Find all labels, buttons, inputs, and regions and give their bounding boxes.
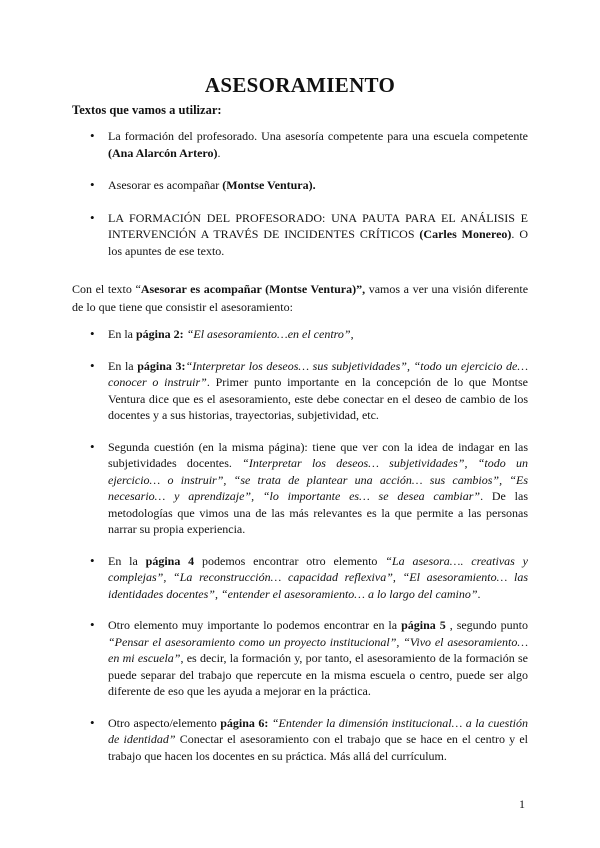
list-item: • En la página 3:“Interpretar los deseos… sus subjetividades”, “todo un ejercicio de…conocer o instruir”. Primer punto importante en la concepción de lo que Montse Ventura dice que es el asesoramiento, este debe conectar en el deseo de cambio de los docentes y a sus historias, trayectorias, subjetividad, etc.: [108, 358, 528, 424]
points-list: [108, 326, 528, 779]
document-title: ASESORAMIENTO: [204, 73, 396, 97]
list-item: • Segunda cuestión (en la misma página): tiene que ver con la idea de indagar en las subjetividades docentes. “Interpretar los deseos… subjetividades”, “todo un ejercicio… o instruir”, “se trata de plantear una acción… sus cambios”, “Es necesario… y aprendizaje”, “lo importante es… se desea cambiar”. De las metodologías que vimos una de las más relevantes es la que permite a las personas narrar su propia experiencia.: [108, 439, 528, 538]
list-item: • Otro elemento muy importante lo podemos encontrar en la página 5 , segundo punto “Pensar el asesoramiento como un proyecto institucional”, “Vivo el asesoramiento… en mi escuela”, es decir, la formación y, por tanto, el asesoramiento de la formación se puede separar del trabajo que repercute en la misma escuela o centro, puede ser algo diferente de eso que les ayuda a mejorar en la práctica.: [108, 617, 528, 700]
list-item: • Otro aspecto/elemento página 6: “Entender la dimensión institucional… a la cuestión de identidad” Conectar el asesoramiento con el trabajo que se hace en el centro y el trabajo que hacen los docentes en su práctica. Más allá del currículum.: [108, 715, 528, 765]
list-item: • En la página 4 podemos encontrar otro elemento “La asesora…. creativas y complejas”, “La reconstrucción… capacidad reflexiva”, “El asesoramiento… las identidades docentes”, “entender el asesoramiento… a lo largo del camino”.: [108, 553, 528, 603]
list-item: • En la página 2: “El asesoramiento…en el centro”,: [108, 326, 528, 343]
list-item: • LA FORMACIÓN DEL PROFESORADO: UNA PAUTA PARA EL ANÁLISIS E INTERVENCIÓN A TRAVÉS DE INCIDENTES CRÍTICOS (Carles Monereo). O los apuntes de ese texto.: [108, 210, 528, 260]
list-item: • La formación del profesorado. Una asesoría competente para una escuela competente (Ana Alarcón Artero).: [108, 128, 528, 161]
intro-paragraph: Con el texto “Asesorar es acompañar (Montse Ventura)”, vamos a ver una visión diferente de lo que tiene que consistir el asesoramiento:: [72, 282, 529, 314]
list-item: • Asesorar es acompañar (Montse Ventura).: [108, 177, 528, 194]
section-subheading: Textos que vamos a utilizar:: [72, 103, 222, 117]
page-number: 1: [519, 797, 525, 811]
texts-list: [108, 128, 528, 275]
